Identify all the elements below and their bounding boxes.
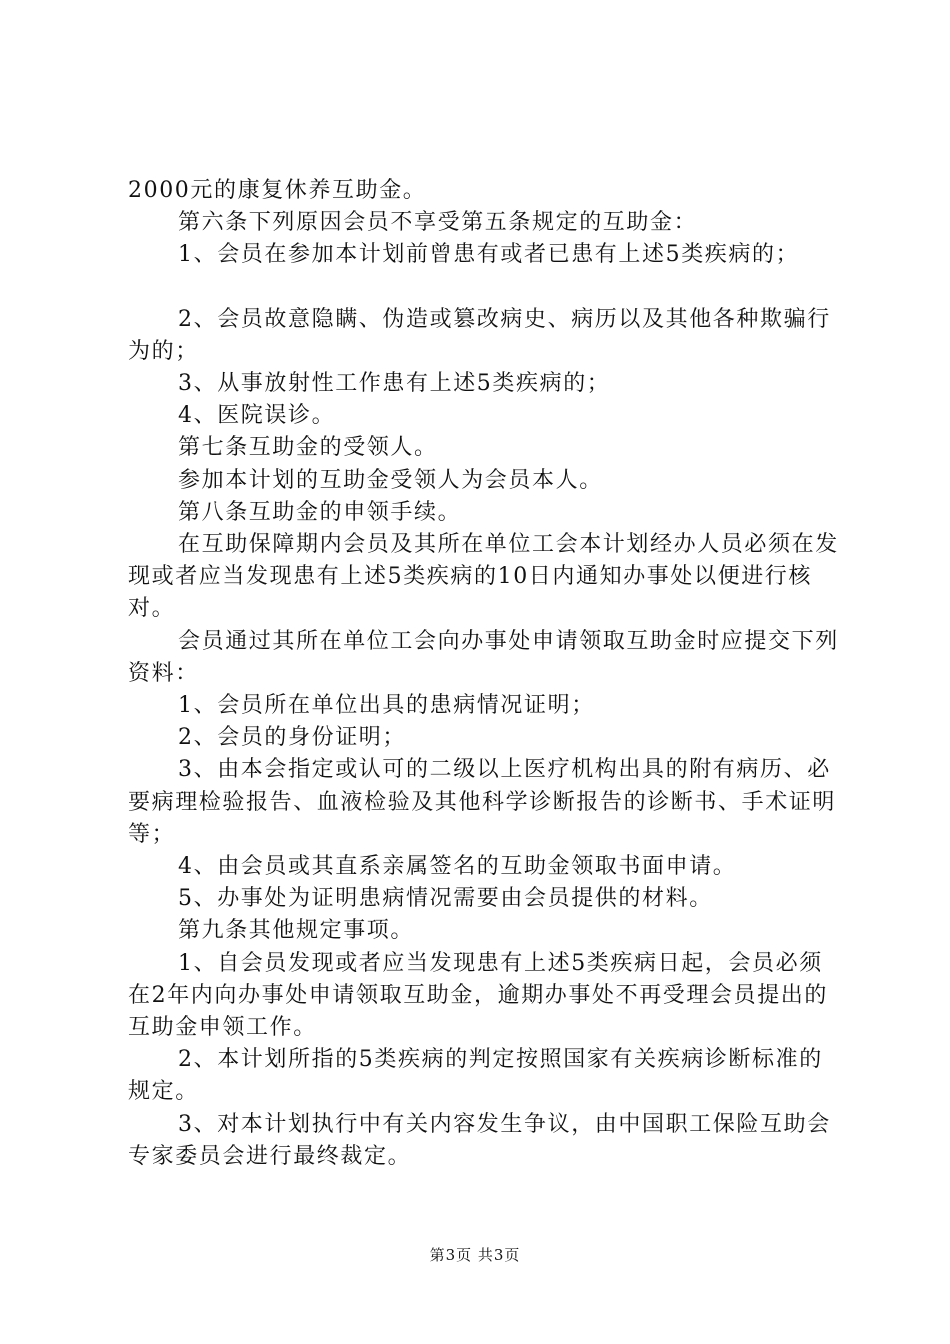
paragraph: 1、会员在参加本计划前曾患有或者已患有上述5类疾病的；	[178, 242, 800, 268]
document-body	[128, 175, 840, 1173]
paragraph: 3、对本计划执行中有关内容发生争议，由中国职工保险互助会专家委员会进行最终裁定。	[128, 1111, 831, 1169]
paragraph: 2、会员的身份证明；	[178, 725, 406, 751]
paragraph: 2、本计划所指的5类疾病的判定按照国家有关疾病诊断标准的规定。	[128, 1047, 823, 1105]
paragraph: 第七条互助金的受领人。	[178, 435, 438, 461]
paragraph: 3、由本会指定或认可的二级以上医疗机构出具的附有病历、必要病理检验报告、血液检验及其他科学诊断报告的诊断书、手术证明等；	[128, 757, 837, 847]
page-footer: 第3页 共3页	[429, 1246, 521, 1264]
paragraph: 2000元的康复休养互助金。	[128, 178, 427, 203]
paragraph: 5、办事处为证明患病情况需要由会员提供的材料。	[178, 886, 713, 912]
paragraph: 参加本计划的互助金受领人为会员本人。	[178, 467, 603, 493]
paragraph: 1、会员所在单位出具的患病情况证明；	[178, 693, 595, 719]
paragraph: 会员通过其所在单位工会向办事处申请领取互助金时应提交下列资料：	[128, 628, 839, 686]
paragraph: 4、医院误诊。	[178, 403, 336, 429]
paragraph: 第六条下列原因会员不享受第五条规定的互助金：	[178, 210, 698, 236]
paragraph: 第八条互助金的申领手续。	[178, 499, 462, 525]
paragraph: 第九条其他规定事项。	[178, 918, 415, 944]
paragraph: 3、从事放射性工作患有上述5类疾病的；	[178, 371, 611, 397]
paragraph: 在互助保障期内会员及其所在单位工会本计划经办人员必须在发现或者应当发现患有上述5类疾病的10日内通知办事处以便进行核对。	[128, 532, 839, 622]
paragraph: 2、会员故意隐瞒、伪造或篡改病史、病历以及其他各种欺骗行为的；	[128, 306, 831, 364]
paragraph: 1、自会员发现或者应当发现患有上述5类疾病日起，会员必须在2年内向办事处申请领取互助金，逾期办事处不再受理会员提出的互助金申领工作。	[128, 950, 828, 1041]
paragraph: 4、由会员或其直系亲属签名的互助金领取书面申请。	[178, 854, 737, 880]
